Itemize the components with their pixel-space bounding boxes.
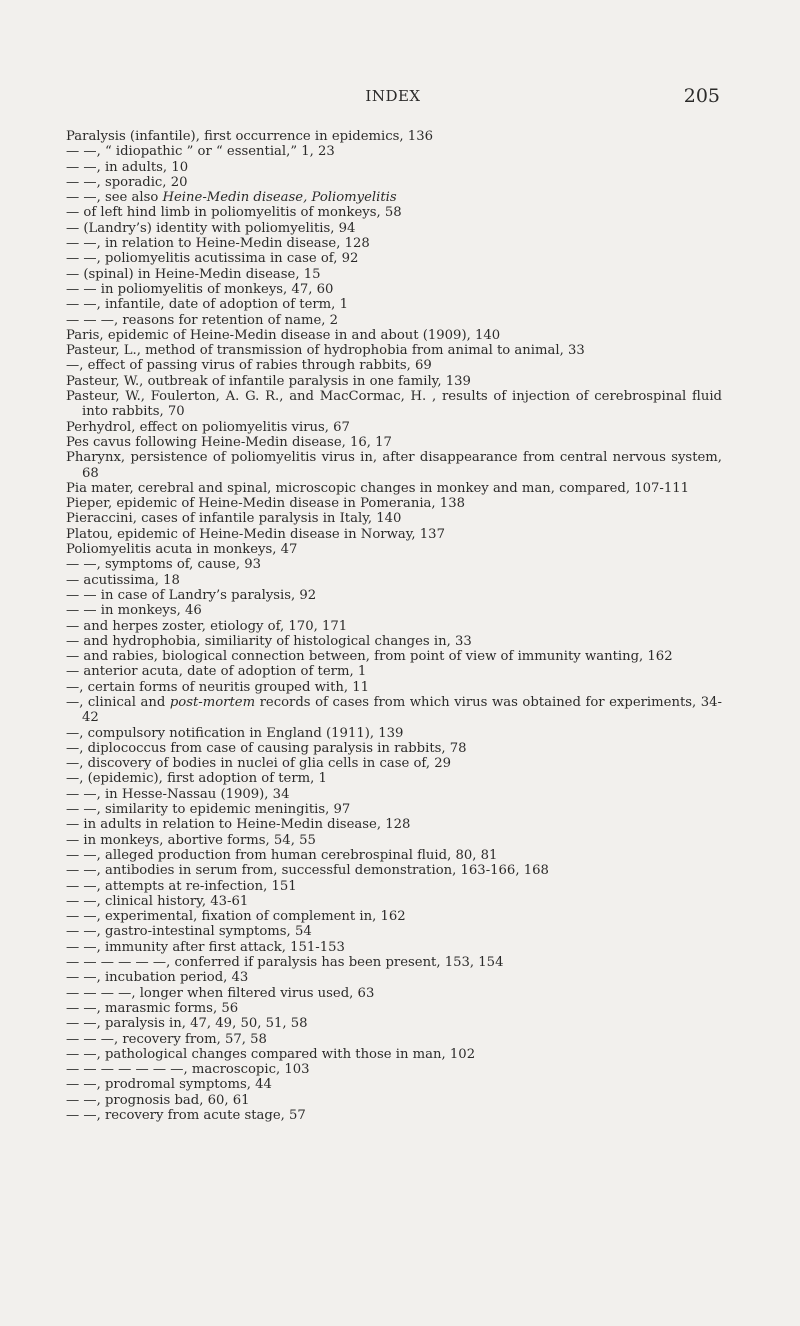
index-entry-text: — in monkeys, abortive forms, 54, 55: [66, 832, 316, 848]
index-entry: [66, 297, 722, 312]
index-entry: [66, 1062, 722, 1077]
index-entry: [66, 741, 722, 756]
page-number: 205: [683, 85, 720, 107]
index-entry-text: Pieraccini, cases of infantile paralysis in Italy, 140: [66, 511, 402, 527]
index-entry: [66, 358, 722, 373]
index-entry-text: — — — —, longer when filtered virus used, 63: [66, 985, 375, 1001]
index-entry-text: — — — — — — —, macroscopic, 103: [66, 1062, 310, 1078]
index-entry: [66, 1077, 722, 1092]
index-entry: [66, 894, 722, 909]
index-entry-text: — —, infantile, date of adoption of term, 1: [66, 297, 348, 313]
index-entry: [66, 1001, 722, 1016]
index-entry: [66, 588, 722, 603]
index-entry-text: — —, prognosis bad, 60, 61: [66, 1092, 250, 1108]
index-entry-text: records of cases from which virus was obtained for experiments, 34-42: [82, 694, 722, 726]
index-entry: [66, 389, 722, 420]
index-entry: [66, 343, 722, 358]
index-entry: [66, 144, 722, 159]
index-entry: [66, 527, 722, 542]
index-entry: [66, 940, 722, 955]
index-entry: [66, 802, 722, 817]
index-entry-text: — — —, reasons for retention of name, 2: [66, 312, 339, 328]
index-entry: [66, 649, 722, 664]
index-entry-text: —, (epidemic), first adoption of term, 1: [66, 771, 327, 787]
index-entry-text: —, effect of passing virus of rabies through rabbits, 69: [66, 358, 432, 374]
index-entry: [66, 603, 722, 618]
index-entry-text: — —, in adults, 10: [66, 159, 189, 175]
index-entry: [66, 924, 722, 939]
index-entry-text: — —, in relation to Heine-Medin disease, 128: [66, 236, 370, 252]
index-entry-text: — — —, recovery from, 57, 58: [66, 1031, 267, 1047]
index-entry-text: — —, gastro-intestinal symptoms, 54: [66, 924, 312, 940]
index-entry-text: — —, clinical history, 43-61: [66, 893, 249, 909]
index-entry-text: — — — — — —, conferred if paralysis has been present, 153, 154: [66, 955, 504, 971]
index-entry: [66, 557, 722, 572]
index-entry: [66, 236, 722, 251]
index-entries: [66, 129, 722, 1123]
index-entry: [66, 221, 722, 236]
index-entry-text: — —, sporadic, 20: [66, 174, 188, 190]
index-entry: [66, 267, 722, 282]
index-entry: [66, 481, 722, 496]
index-entry: [66, 909, 722, 924]
index-entry: [66, 680, 722, 695]
index-entry-text: — —, attempts at re-infection, 151: [66, 878, 297, 894]
index-entry-italic-text: post-mortem: [169, 694, 256, 710]
index-entry-text: — —, incubation period, 43: [66, 970, 249, 986]
index-entry: [66, 1047, 722, 1062]
index-entry-text: Pes cavus following Heine-Medin disease, 16, 17: [66, 434, 392, 450]
index-entry-text: Pia mater, cerebral and spinal, microscopic changes in monkey and man, compared, 107-111: [66, 480, 690, 496]
index-entry: [66, 986, 722, 1001]
index-entry: [66, 787, 722, 802]
index-entry: [66, 420, 722, 435]
index-entry-text: — acutissima, 18: [66, 572, 180, 588]
index-entry-text: — —, alleged production from human cerebrospinal fluid, 80, 81: [66, 847, 498, 863]
index-entry-text: — —, “ idiopathic ” or “ essential,” 1, 23: [66, 144, 335, 160]
index-entry: [66, 542, 722, 557]
index-entry-text: — —, see also: [66, 190, 163, 206]
index-entry-text: —, certain forms of neuritis grouped with, 11: [66, 679, 370, 695]
index-entry-text: — and rabies, biological connection between, from point of view of immunity wanting, 162: [66, 649, 673, 665]
index-entry-text: —, diplococcus from case of causing paralysis in rabbits, 78: [66, 740, 467, 756]
page-title: INDEX: [365, 87, 421, 105]
index-entry: [66, 573, 722, 588]
index-entry: [66, 1093, 722, 1108]
index-entry-text: —, discovery of bodies in nuclei of glia cells in case of, 29: [66, 756, 452, 772]
index-entry-text: — and herpes zoster, etiology of, 170, 171: [66, 618, 348, 634]
index-entry: [66, 282, 722, 297]
index-entry-text: Perhydrol, effect on poliomyelitis virus, 67: [66, 419, 350, 435]
index-entry-text: — —, marasmic forms, 56: [66, 1000, 239, 1016]
index-entry: [66, 817, 722, 832]
index-entry-text: — (spinal) in Heine-Medin disease, 15: [66, 266, 321, 282]
index-entry: [66, 328, 722, 343]
index-entry: [66, 1108, 722, 1123]
index-entry-text: — of left hind limb in poliomyelitis of monkeys, 58: [66, 205, 402, 221]
index-entry-text: Platou, epidemic of Heine-Medin disease in Norway, 137: [66, 526, 445, 542]
index-entry: [66, 634, 722, 649]
index-entry: [66, 863, 722, 878]
index-entry: [66, 511, 722, 526]
index-entry-text: Pharynx, persistence of poliomyelitis virus in, after disappearance from central nervous system, 68: [66, 450, 722, 481]
index-entry: [66, 205, 722, 220]
index-entry-text: — anterior acuta, date of adoption of term, 1: [66, 664, 367, 680]
index-entry-text: — —, symptoms of, cause, 93: [66, 557, 262, 573]
index-entry: [66, 1016, 722, 1031]
index-entry: [66, 848, 722, 863]
index-entry: [66, 726, 722, 741]
index-entry-text: — —, antibodies in serum from, successful demonstration, 163-166, 168: [66, 863, 549, 879]
index-entry-text: — —, poliomyelitis acutissima in case of, 92: [66, 251, 359, 267]
index-entry: [66, 619, 722, 634]
index-entry: [66, 756, 722, 771]
index-entry-text: — (Landry’s) identity with poliomyelitis, 94: [66, 220, 356, 236]
index-entry: [66, 664, 722, 679]
index-entry-text: Paris, epidemic of Heine-Medin disease in and about (1909), 140: [66, 327, 501, 343]
index-entry-text: — —, experimental, fixation of complement in, 162: [66, 909, 406, 925]
index-entry: [66, 496, 722, 511]
index-entry-text: Paralysis (infantile), first occurrence in epidemics, 136: [66, 129, 433, 144]
index-entry-text: — —, similarity to epidemic meningitis, 97: [66, 802, 351, 818]
index-entry-text: — in adults in relation to Heine-Medin disease, 128: [66, 817, 411, 833]
index-entry-text: Pasteur, L., method of transmission of hydrophobia from animal to animal, 33: [66, 343, 585, 359]
index-entry-text: —, compulsory notification in England (1911), 139: [66, 725, 404, 741]
index-entry-text: — —, prodromal symptoms, 44: [66, 1077, 272, 1093]
index-entry-text: Pieper, epidemic of Heine-Medin disease in Pomerania, 138: [66, 496, 465, 512]
index-entry-text: — — in case of Landry’s paralysis, 92: [66, 587, 317, 603]
index-entry: [66, 879, 722, 894]
index-entry: [66, 175, 722, 190]
index-entry-text: — —, recovery from acute stage, 57: [66, 1108, 306, 1123]
index-entry: [66, 374, 722, 389]
index-entry-text: — and hydrophobia, similiarity of histological changes in, 33: [66, 633, 472, 649]
index-entry: [66, 970, 722, 985]
index-entry: [66, 695, 722, 726]
index-entry: [66, 771, 722, 786]
index-entry: [66, 160, 722, 175]
index-entry-text: — —, immunity after first attack, 151-153: [66, 939, 345, 955]
index-entry: [66, 251, 722, 266]
index-entry: [66, 1032, 722, 1047]
index-entry-text: —, clinical and: [66, 694, 170, 710]
index-entry-text: — —, in Hesse-Nassau (1909), 34: [66, 786, 290, 802]
index-entry-italic-text: Heine-Medin disease, Poliomyelitis: [162, 190, 397, 206]
index-entry-text: — —, pathological changes compared with those in man, 102: [66, 1046, 476, 1062]
index-entry-text: Pasteur, W., outbreak of infantile paralysis in one family, 139: [66, 373, 471, 389]
index-entry: [66, 313, 722, 328]
index-entry-text: Poliomyelitis acuta in monkeys, 47: [66, 542, 298, 558]
index-entry: [66, 190, 722, 205]
index-entry: [66, 833, 722, 848]
index-entry: [66, 450, 722, 481]
index-entry: [66, 435, 722, 450]
index-entry-text: — —, paralysis in, 47, 49, 50, 51, 58: [66, 1016, 308, 1032]
index-entry-text: Pasteur, W., Foulerton, A. G. R., and MacCormac, H. , results of injection of cerebrospinal fluid into rabbits, 70: [66, 389, 722, 420]
page-header: [66, 87, 720, 113]
index-entry: [66, 955, 722, 970]
index-entry-text: — — in poliomyelitis of monkeys, 47, 60: [66, 281, 334, 297]
index-entry-text: — — in monkeys, 46: [66, 603, 202, 619]
index-entry: [66, 129, 722, 144]
